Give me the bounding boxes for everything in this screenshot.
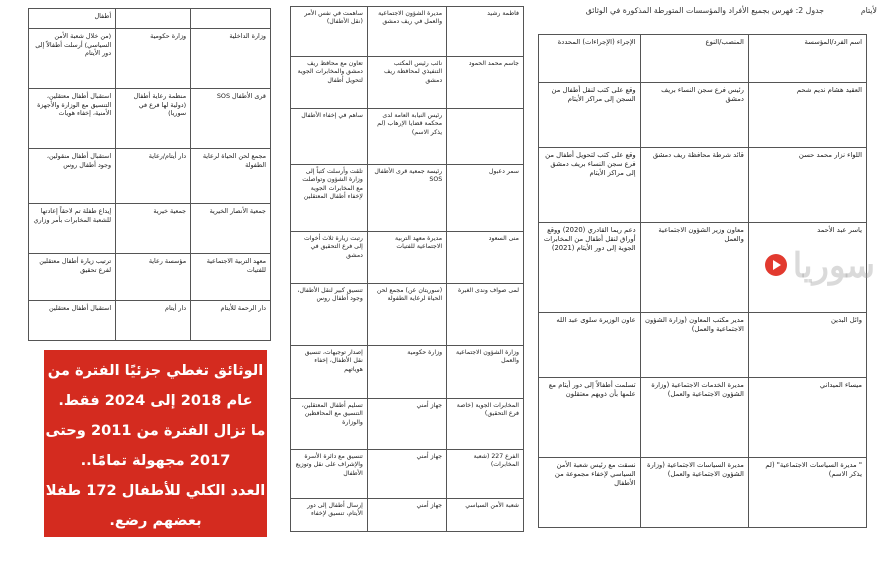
table-cell: المخابرات الجوية (خاصة فرع التحقيق) — [447, 399, 524, 450]
table-row — [539, 148, 867, 223]
table-cell: وزارة حكومية — [116, 29, 191, 89]
table-cell: العقيد هشام نديم شحم — [748, 83, 866, 148]
table-cell: تنسيق مع دائرة الأسرة والإشراف على نقل وتوزيع الأطفال — [291, 450, 368, 499]
table-row — [539, 458, 867, 528]
table-cell: الفرع 227 (شعبة المخابرات) — [447, 450, 524, 499]
table-cell: مديرة الشؤون الاجتماعية والعمل في ريف دمشق — [367, 7, 446, 57]
table-cell: شعبة الأمن السياسي — [447, 499, 524, 532]
table-cell: ساهم في إخفاء الأطفال — [291, 109, 368, 165]
table-cell: جمعية الأنصار الخيرية — [191, 204, 271, 254]
table-row — [291, 165, 524, 232]
column-header: المنصب/النوع — [640, 35, 748, 83]
table-row — [291, 450, 524, 499]
column-header: اسم الفرد/المؤسسة — [748, 35, 866, 83]
table-row — [291, 232, 524, 284]
channel-watermark — [735, 240, 875, 300]
table-cell: دعم ريما القادري (2020) ووقع أوراق لنقل أطفال من المخابرات الجوية إلى دور الأيتام (2021) — [539, 223, 641, 313]
table-cell: " مديرة السياسات الاجتماعية" (لم يذكر الاسم) — [748, 458, 866, 528]
table-row — [29, 9, 271, 29]
table-cell: مديرة معهد التربية الاجتماعية للفتيات — [367, 232, 446, 284]
table-caption — [586, 6, 824, 15]
table-row — [291, 57, 524, 109]
table-row — [291, 499, 524, 532]
table-cell: ميساء الميداني — [748, 378, 866, 458]
table-cell: دار أيتام/رعاية — [116, 149, 191, 204]
table-cell: معهد التربية الاجتماعية للفتيات — [191, 254, 271, 301]
table-cell: سمر دعبول — [447, 165, 524, 232]
callout-line: الوثائق تغطي جزئيًا الفترة من — [47, 362, 264, 379]
callout-line: العدد الكلي للأطفال 172 طفلا — [45, 482, 266, 499]
table-cell: رئيس فرع سجن النساء بريف دمشق — [640, 83, 748, 148]
table-cell: منى السعود — [447, 232, 524, 284]
table-row — [291, 399, 524, 450]
table-cell: استقبال أطفال منقولين، وجود أطفال روس — [29, 149, 116, 204]
left-table — [28, 8, 271, 341]
table-cell — [191, 9, 271, 29]
table-cell: تلقت وأرسلت كتباً إلى وزارة الشؤون وتواصلت مع المخابرات الجوية لإخفاء أطفال المعتقلين — [291, 165, 368, 232]
table-cell: استقبال أطفال معتقلين، التنسيق مع الوزارة والأجهزة الأمنية، إخفاء هويات — [29, 89, 116, 149]
table-cell: جهاز أمني — [367, 450, 446, 499]
table-row — [539, 313, 867, 378]
table-row — [29, 149, 271, 204]
table-cell: مديرة السياسات الاجتماعية (وزارة الشؤون الاجتماعية والعمل) — [640, 458, 748, 528]
table-cell: رئيس النيابة العامة لدى محكمة قضايا الإرهاب (لم يذكر الاسم) — [367, 109, 446, 165]
table-cell: (من خلال شعبة الأمن السياسي) أرسلت أطفالاً إلى دور الأيتام — [29, 29, 116, 89]
table-cell: رئيسة جمعية قرى الأطفال SOS — [367, 165, 446, 232]
table-cell: مدير مكتب المعاون (وزارة الشؤون الاجتماعية والعمل) — [640, 313, 748, 378]
table-cell: جهاز أمني — [367, 499, 446, 532]
table-cell: رتبت زيارة ثلاث أخوات إلى فرع التحقيق في دمشق — [291, 232, 368, 284]
watermark-text: سوريا — [792, 246, 875, 286]
left-table-panel — [28, 8, 271, 340]
table-cell: وقع على كتب لنقل أطفال من السجن إلى مراكز الأيتام — [539, 83, 641, 148]
table-row — [29, 204, 271, 254]
table-cell: استقبال أطفال معتقلين — [29, 301, 116, 341]
summary-callout — [44, 350, 267, 537]
table-cell: وزارة الداخلية — [191, 29, 271, 89]
table-row — [29, 254, 271, 301]
middle-table-panel — [290, 6, 524, 531]
play-icon — [765, 254, 787, 276]
table-cell: عاون الوزيرة سلوى عبد الله — [539, 313, 641, 378]
table-row — [539, 83, 867, 148]
table-cell: قائد شرطة محافظة ريف دمشق — [640, 148, 748, 223]
table-cell: وقع على كتب لتحويل أطفال من فرع سجن النساء بريف دمشق إلى مراكز الأيتام — [539, 148, 641, 223]
table-cell: وائل البدين — [748, 313, 866, 378]
table-row — [291, 7, 524, 57]
callout-line: بعضهم رضع. — [109, 512, 202, 529]
table-row — [291, 346, 524, 399]
table-cell: فاطمة رشيد — [447, 7, 524, 57]
table-cell: قرى الأطفال SOS — [191, 89, 271, 149]
table-row — [29, 89, 271, 149]
table-cell: جمعية خيرية — [116, 204, 191, 254]
table-row — [291, 284, 524, 346]
column-header: الإجراء (الإجراءات) المحددة — [539, 35, 641, 83]
right-table-panel — [538, 34, 867, 567]
table-cell: (سوريتان عن) مجمع لحن الحياة لرعاية الطفولة — [367, 284, 446, 346]
table-cell: جهاز أمني — [367, 399, 446, 450]
table-row — [539, 378, 867, 458]
table-cell: مؤسسة رعاية — [116, 254, 191, 301]
table-cell: تسليم أطفال المعتقلين، التنسيق مع المحافظين والوزارة — [291, 399, 368, 450]
table-cell: نسقت مع رئيس شعبة الأمن السياسي لإخفاء مجموعة من الأطفال — [539, 458, 641, 528]
table-cell: نائب رئيس المكتب التنفيذي لمحافظة ريف دمشق — [367, 57, 446, 109]
middle-table — [290, 6, 524, 532]
table-cell: تنسيق كبير لنقل الأطفال، وجود أطفال روس — [291, 284, 368, 346]
table-cell: معاون وزير الشؤون الاجتماعية والعمل — [640, 223, 748, 313]
table-cell — [447, 109, 524, 165]
caption-orphan-text: لأيتام — [860, 6, 877, 15]
table-cell: اللواء نزار محمد حسن — [748, 148, 866, 223]
table-cell: دار أيتام — [116, 301, 191, 341]
table-cell: ياسر عبد الأحمد — [748, 223, 866, 313]
table-row — [29, 29, 271, 89]
table-cell: تعاون مع محافظ ريف دمشق والمخابرات الجوية لتحويل أطفال — [291, 57, 368, 109]
table-cell: دار الرحمة للأيتام — [191, 301, 271, 341]
table-cell: منظمة رعاية أطفال (دولية لها فرع في سوريا) — [116, 89, 191, 149]
table-cell: أطفال — [29, 9, 116, 29]
caption-text: فهرس بجميع الأفراد والمؤسسات المتورطة المذكورة في الوثائق — [585, 6, 794, 15]
table-cell: إصدار توجيهات، تنسيق نقل الأطفال، إخفاء هوياتهم — [291, 346, 368, 399]
callout-line: 2017 مجهولة تمامًا.. — [80, 452, 231, 469]
table-cell: مديرة الخدمات الاجتماعية (وزارة الشؤون الاجتماعية والعمل) — [640, 378, 748, 458]
caption-label: جدول 2: — [795, 6, 824, 15]
table-row — [29, 301, 271, 341]
callout-line: ما تزال الفترة من 2011 وحتى — [45, 422, 266, 439]
table-cell: لمى صواف وندى الغبرة — [447, 284, 524, 346]
table-cell: وزارة الشؤون الاجتماعية والعمل — [447, 346, 524, 399]
table-cell: جاسم محمد الحمود — [447, 57, 524, 109]
table-cell: ترتيب زيارة أطفال معتقلين لفرع تحقيق — [29, 254, 116, 301]
table-header-row — [539, 35, 867, 83]
table-cell: مجمع لحن الحياة لرعاية الطفولة — [191, 149, 271, 204]
callout-line: عام 2018 إلى 2024 فقط. — [58, 392, 253, 409]
table-cell: إرسال أطفال إلى دور الأيتام، تنسيق لإخفاء — [291, 499, 368, 532]
table-row — [291, 109, 524, 165]
table-cell: وزارة حكومية — [367, 346, 446, 399]
table-cell: ساهمت في نفس الأمر (نقل الأطفال) — [291, 7, 368, 57]
table-cell — [116, 9, 191, 29]
table-cell: إيداع طفلة تم لاحقاً إعادتها للشعبة المخابرات بأمر وزاري — [29, 204, 116, 254]
table-cell: تسلمت أطفالاً إلى دور أيتام مع علمها بأن ذويهم معتقلون — [539, 378, 641, 458]
